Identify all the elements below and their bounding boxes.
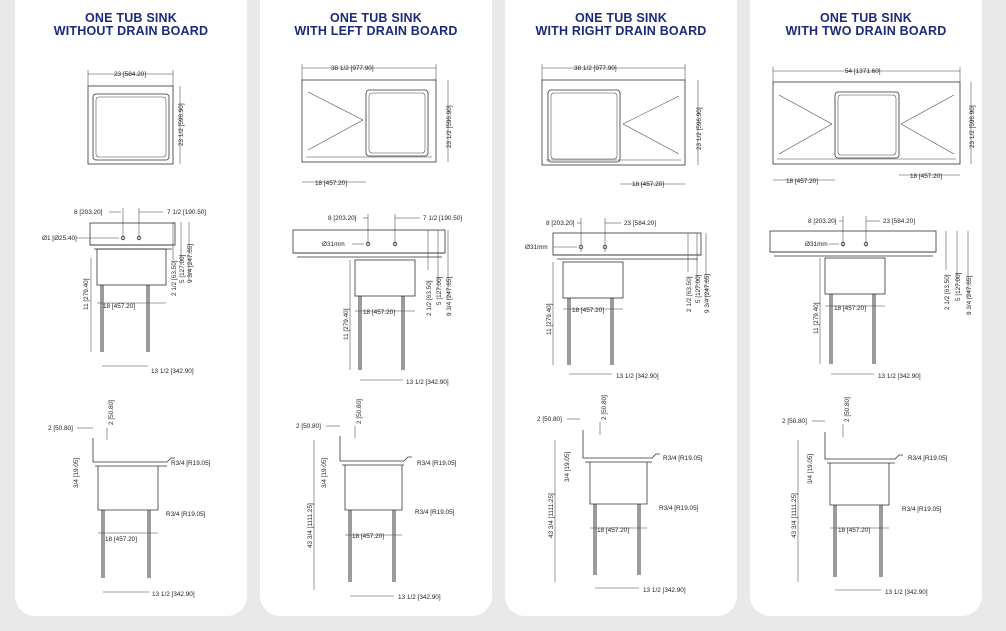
dim-faucet-left: 8 [203.20] — [328, 215, 357, 222]
dim-top-width: 38 1/2 [977.90] — [331, 65, 374, 72]
dim-side-bowl: 18 [457.20] — [352, 533, 384, 540]
dim-top-depth: 23 1/2 [596.90] — [446, 105, 453, 148]
panel-title-line2: WITHOUT DRAIN BOARD — [53, 24, 209, 38]
sink-drawing — [15, 0, 247, 616]
dim-bowl-width: 18 [457.20] — [363, 309, 395, 316]
dim-backsplash-a: 2 1/2 [63.50] — [426, 280, 433, 316]
dim-board-left: 18 [457.20] — [786, 178, 818, 185]
panel-title-line1: ONE TUB SINK — [330, 11, 422, 25]
dim-leg-height: 11 [279.40] — [813, 302, 820, 334]
dim-backsplash-c: 9 3/4 [247.65] — [704, 273, 711, 313]
dim-faucet-left: 8 [203.20] — [74, 209, 103, 216]
dim-leg-span: 13 1/2 [342.90] — [151, 368, 194, 375]
panel-right-drain-board — [505, 0, 737, 616]
dim-side-c: 3/4 [19.05] — [73, 457, 80, 488]
dim-side-legs: 13 1/2 [342.90] — [152, 591, 195, 598]
panel-left-drain-board — [260, 0, 492, 616]
panel-without-drain-board — [15, 0, 247, 616]
dim-drain: Ø31mm — [805, 241, 828, 248]
dim-radius-1: R3/4 [R19.05] — [908, 455, 948, 462]
dim-top-width: 23 [584.20] — [114, 71, 146, 78]
front-view — [770, 216, 973, 380]
dim-drain: Ø1 [Ø25.40] — [42, 235, 77, 242]
dim-total-height: 43 3/4 [1111.25] — [548, 493, 555, 538]
dim-total-height: 43 3/4 [1111.25] — [307, 503, 314, 548]
sink-drawing — [505, 0, 737, 616]
dim-bowl-width: 18 [457.20] — [834, 305, 866, 312]
dim-side-legs: 13 1/2 [342.90] — [398, 594, 441, 601]
panel-title-line1: ONE TUB SINK — [820, 11, 912, 25]
top-view — [88, 70, 185, 164]
dim-radius-1: R3/4 [R19.05] — [417, 460, 457, 467]
sink-drawing — [260, 0, 492, 616]
panel-title-line2: WITH TWO DRAIN BOARD — [785, 24, 947, 38]
dim-top-width: 38 1/2 [977.90] — [574, 65, 617, 72]
dim-side-b: 2 [50.80] — [601, 395, 608, 420]
dim-backsplash-a: 2 1/2 [63.50] — [171, 260, 178, 296]
dim-drain: Ø31mm — [322, 241, 345, 248]
dim-board-right: 18 [457.20] — [910, 173, 942, 180]
dim-side-a: 2 [50.80] — [537, 416, 562, 423]
dim-side-bowl: 18 [457.20] — [597, 527, 629, 534]
dim-total-height: 43 3/4 [1111.25] — [791, 493, 798, 538]
dim-faucet-right: 23 [584.20] — [883, 218, 915, 225]
dim-backsplash-c: 9 3/4 [247.65] — [187, 243, 194, 283]
dim-leg-span: 13 1/2 [342.90] — [406, 379, 449, 386]
dim-faucet-left: 8 [203.20] — [808, 218, 837, 225]
top-view — [302, 64, 453, 187]
side-view — [48, 400, 211, 598]
dim-side-bowl: 18 [457.20] — [838, 527, 870, 534]
dim-backsplash-c: 9 3/4 [247.65] — [966, 275, 973, 315]
panel-two-drain-board — [750, 0, 982, 616]
dim-side-a: 2 [50.80] — [782, 418, 807, 425]
dim-bowl-width: 18 [457.20] — [103, 303, 135, 310]
dim-side-a: 2 [50.80] — [48, 425, 73, 432]
dim-side-b: 2 [50.80] — [356, 399, 363, 424]
dim-side-a: 2 [50.80] — [296, 423, 321, 430]
dim-radius-2: R3/4 [R19.05] — [659, 505, 699, 512]
dim-faucet-right: 7 1/2 [190.50] — [167, 209, 207, 216]
dim-side-c: 3/4 [19.05] — [564, 451, 571, 482]
front-view — [525, 218, 711, 380]
dim-drain: Ø31mm — [525, 244, 548, 251]
dim-board: 18 [457.20] — [632, 181, 664, 188]
dim-board: 18 [457.20] — [315, 180, 347, 187]
sink-drawing — [750, 0, 982, 616]
dim-faucet-right: 23 [584.20] — [624, 220, 656, 227]
side-view — [782, 397, 948, 596]
dim-radius-1: R3/4 [R19.05] — [663, 455, 703, 462]
dim-top-width: 54 [1371.60] — [845, 68, 881, 75]
dim-backsplash-b: 5 [127.00] — [955, 272, 962, 301]
dim-top-depth: 23 1/2 [596.90] — [178, 103, 185, 146]
dim-radius-1: R3/4 [R19.05] — [171, 460, 211, 467]
dim-side-b: 2 [50.80] — [108, 400, 115, 425]
dim-side-legs: 13 1/2 [342.90] — [643, 587, 686, 594]
dim-side-c: 3/4 [19.05] — [807, 453, 814, 484]
dim-radius-2: R3/4 [R19.05] — [902, 506, 942, 513]
dim-top-depth: 23 1/2 [596.90] — [696, 107, 703, 150]
dim-backsplash-a: 2 1/2 [63.50] — [944, 274, 951, 310]
dim-side-b: 2 [50.80] — [844, 397, 851, 422]
dim-radius-2: R3/4 [R19.05] — [166, 511, 206, 518]
panel-title-line1: ONE TUB SINK — [575, 11, 667, 25]
dim-leg-height: 11 [279.40] — [83, 278, 90, 310]
front-view — [293, 214, 462, 386]
side-view — [537, 395, 703, 594]
dim-top-depth: 23 1/2 [596.90] — [969, 105, 976, 148]
dim-backsplash-b: 5 [127.00] — [436, 276, 443, 305]
dim-bowl-width: 18 [457.20] — [572, 307, 604, 314]
dim-faucet-left: 8 [203.20] — [546, 220, 575, 227]
dim-side-c: 3/4 [19.05] — [321, 457, 328, 488]
dim-radius-2: R3/4 [R19.05] — [415, 509, 455, 516]
panel-title-line2: WITH RIGHT DRAIN BOARD — [535, 24, 707, 38]
dim-backsplash-b: 5 [127.00] — [695, 274, 702, 303]
panel-title-line2: WITH LEFT DRAIN BOARD — [294, 24, 458, 38]
dim-faucet-right: 7 1/2 [190.50] — [423, 215, 463, 222]
top-view — [773, 67, 976, 185]
dim-leg-height: 11 [279.40] — [343, 308, 350, 340]
front-view — [42, 208, 206, 375]
dim-backsplash-a: 2 1/2 [63.50] — [686, 276, 693, 312]
dim-side-legs: 13 1/2 [342.90] — [885, 589, 928, 596]
dim-leg-height: 11 [279.40] — [546, 303, 553, 335]
dim-leg-span: 13 1/2 [342.90] — [878, 373, 921, 380]
dim-side-bowl: 18 [457.20] — [105, 536, 137, 543]
panel-title-line1: ONE TUB SINK — [85, 11, 177, 25]
side-view — [296, 399, 457, 601]
dim-backsplash-c: 9 3/4 [247.65] — [446, 276, 453, 316]
dim-backsplash-b: 5 [127.00] — [179, 254, 186, 283]
top-view — [542, 64, 703, 188]
dim-leg-span: 13 1/2 [342.90] — [616, 373, 659, 380]
